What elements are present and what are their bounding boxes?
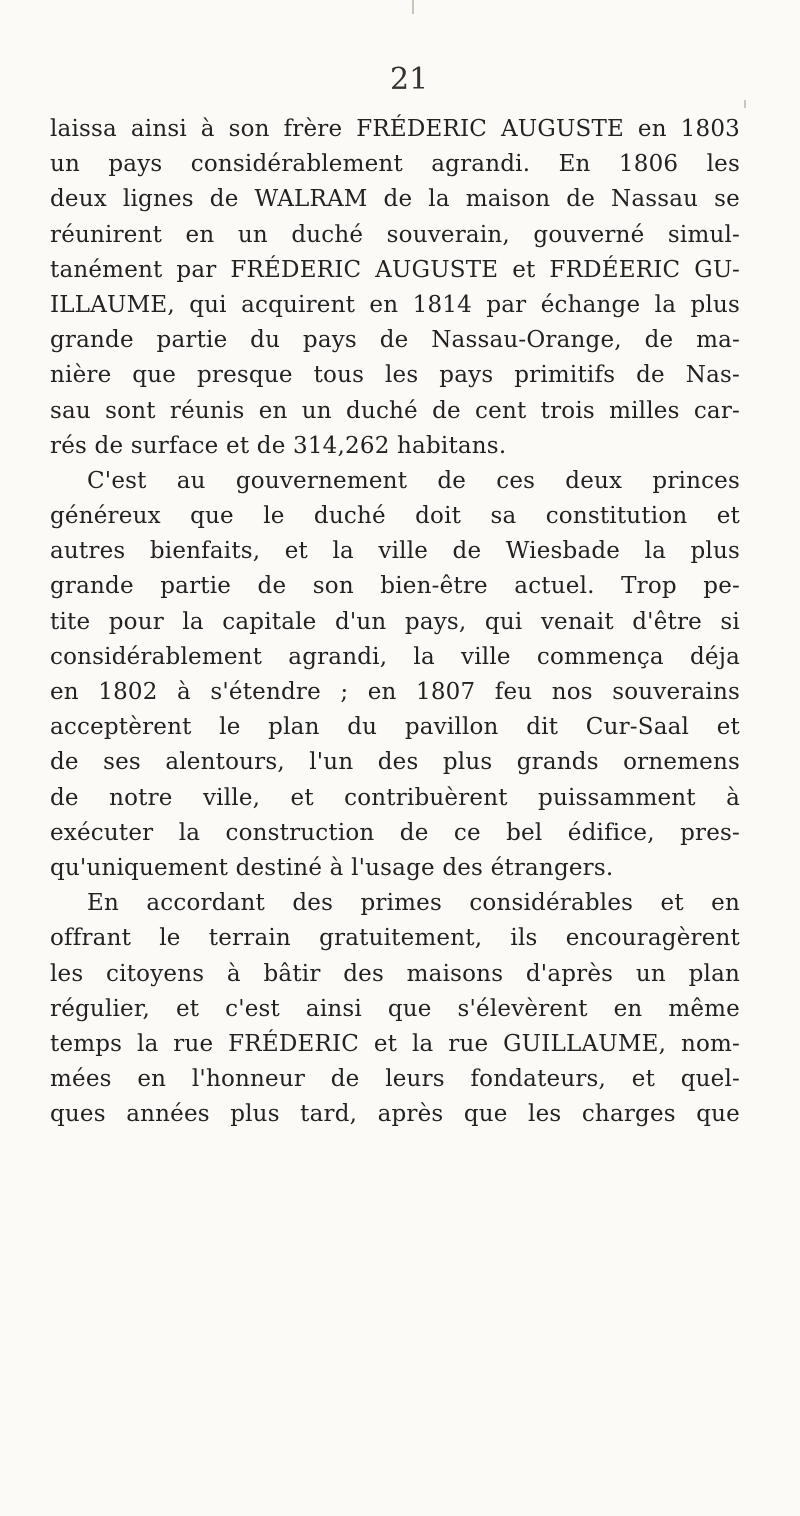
text-line: C'est au gouvernement de ces deux princes (87, 467, 740, 494)
text-line: tite pour la capitale d'un pays, qui venait d'être si (50, 608, 740, 635)
page-number: 21 (390, 62, 429, 97)
text-line: En accordant des primes considérables et en (87, 890, 740, 917)
scan-mark (412, 0, 414, 14)
text-line: un pays considérablement agrandi. En 1806 les (50, 151, 740, 178)
text-line: deux lignes de WALRAM de la maison de Nassau se (50, 186, 740, 213)
text-line: rés de surface et de 314,262 habitans. (50, 432, 507, 459)
text-line: les citoyens à bâtir des maisons d'après un plan (50, 960, 740, 987)
text-line: réunirent en un duché souverain, gouverné simul- (50, 221, 740, 248)
text-line: généreux que le duché doit sa constitution et (50, 503, 740, 530)
text-line: acceptèrent le plan du pavillon dit Cur-Saal et (50, 714, 740, 741)
text-line: mées en l'honneur de leurs fondateurs, et quel- (50, 1066, 740, 1093)
text-line: régulier, et c'est ainsi que s'élevèrent en même (50, 995, 740, 1022)
body-text (50, 112, 740, 1132)
text-line: qu'uniquement destiné à l'usage des étrangers. (50, 854, 614, 881)
text-line: exécuter la construction de ce bel édifice, pres- (50, 819, 740, 846)
text-line: grande partie de son bien-être actuel. Trop pe- (50, 573, 740, 600)
text-line: nière que presque tous les pays primitifs de Nas- (50, 362, 740, 389)
text-line: ques années plus tard, après que les charges que (50, 1101, 740, 1128)
text-line: offrant le terrain gratuitement, ils encouragèrent (50, 925, 740, 952)
text-line: temps la rue FRÉDERIC et la rue GUILLAUME, nom- (50, 1030, 740, 1057)
text-line: sau sont réunis en un duché de cent trois milles car- (50, 397, 740, 424)
text-line: autres bienfaits, et la ville de Wiesbade la plus (50, 538, 740, 565)
scan-mark (744, 100, 746, 108)
text-line: ILLAUME, qui acquirent en 1814 par échange la plus (50, 291, 740, 318)
text-line: considérablement agrandi, la ville commença déja (50, 643, 740, 670)
text-line: laissa ainsi à son frère FRÉDERIC AUGUSTE en 1803 (50, 116, 740, 142)
text-line: de ses alentours, l'un des plus grands ornemens (50, 749, 740, 776)
text-line: grande partie du pays de Nassau-Orange, de ma- (50, 327, 740, 354)
text-line: en 1802 à s'étendre ; en 1807 feu nos souverains (50, 679, 740, 705)
text-line: tanément par FRÉDERIC AUGUSTE et FRDÉERIC GU- (50, 256, 740, 283)
text-line: de notre ville, et contribuèrent puissamment à (50, 784, 740, 811)
